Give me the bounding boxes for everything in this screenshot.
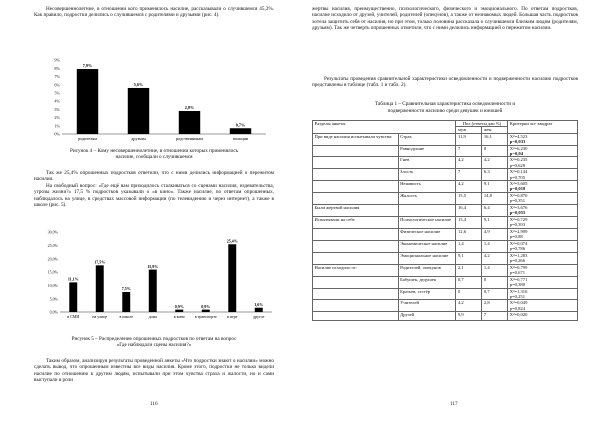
cell-item: Эмоциональное насилие [398, 252, 456, 264]
category-label: дома [148, 314, 157, 319]
category-label: родственникам [176, 136, 203, 141]
cell-section [313, 240, 399, 252]
cell-section [313, 145, 399, 157]
th-female: жен [482, 127, 508, 133]
chi-value: X²=0,870 [509, 192, 528, 198]
data-label: 2,8% [184, 105, 195, 111]
bar [228, 244, 236, 312]
p-value: p=0,266 [509, 257, 526, 263]
bar [122, 292, 130, 312]
cell-section [313, 192, 399, 204]
p-value: p=0,786 [509, 245, 526, 251]
chi-value: X²=0,144 [509, 169, 528, 175]
cell-section: Испытывали на себе [313, 216, 399, 228]
cell-male-pct: 4,2 [456, 157, 482, 169]
cell-male-pct: 16,4 [456, 204, 482, 216]
p-value: p=0,88 [509, 233, 523, 239]
chi-value: X²=0,771 [509, 276, 528, 282]
p-value: p=0,055 [509, 210, 526, 216]
p-value: p=0,04 [509, 151, 523, 157]
cell-female-pct: 0 [482, 276, 508, 288]
cell-female-pct: 6,4 [482, 204, 508, 216]
table-row [313, 157, 578, 169]
chi-value: X²=2,909 [509, 228, 528, 234]
bar [128, 88, 149, 134]
cell-item: Злость [398, 169, 456, 181]
p-value: p=0,393 [509, 221, 526, 227]
p-value: p=0,705 [509, 174, 526, 180]
bar [202, 310, 210, 312]
data-label: 1,6% [254, 301, 264, 307]
cell-chi-square [508, 288, 578, 300]
cell-female-pct: 16,1 [482, 133, 508, 145]
left-para-mid: Так же 25,4% опрошенных подростков ответили, что с ними делились информацией о пережитом насилии. [34, 170, 274, 183]
cell-male-pct: 9,9 [456, 312, 482, 321]
cell-female-pct: 4,2 [482, 157, 508, 169]
right-para-top2: Результаты проведения сравнительной характеристики осведомленности и подверженности насилию подростков представлены в таблице (табл. 1 и табл. 2). [312, 76, 578, 89]
table-row [313, 181, 578, 193]
cell-male-pct: 0 [456, 288, 482, 300]
cell-item: Друзей [398, 312, 456, 321]
y-tick-label: 5,0% [49, 296, 58, 302]
cell-item [398, 204, 456, 216]
y-tick-label: 6% [54, 82, 60, 88]
left-page-number: 116 [150, 401, 158, 407]
cell-section: Были жертвой насилия [313, 204, 399, 216]
table-header-row [313, 121, 578, 127]
cell-section [313, 312, 399, 321]
cell-chi-square [508, 204, 578, 216]
chi-value: X²=0,729 [509, 216, 528, 222]
chi-value: X²=1,283 [509, 252, 528, 258]
table-row [313, 204, 578, 216]
chi-value: X²=0,074 [509, 240, 528, 246]
cell-male-pct: 2,1 [456, 264, 482, 276]
cell-section [313, 252, 399, 264]
cell-section [313, 228, 399, 240]
cell-chi-square [508, 240, 578, 252]
chi-value: X²=1,316 [509, 288, 528, 294]
chi-value: X²=6,230 [509, 145, 528, 151]
cell-section: Насилие исходило от: [313, 264, 399, 276]
cell-item: Равнодушие [398, 145, 456, 157]
table-row [313, 300, 578, 312]
cell-section [313, 288, 399, 300]
cell-male-pct: 4,2 [456, 181, 482, 193]
cell-chi-square [508, 157, 578, 169]
y-tick-label: 30,0% [47, 229, 58, 235]
y-tick-label: 0% [54, 131, 60, 137]
right-page [300, 0, 600, 424]
table-row [313, 252, 578, 264]
p-value: p=0,380 [509, 281, 526, 287]
data-label: 0,9% [174, 303, 184, 309]
y-tick-label: 9% [54, 57, 60, 63]
cell-male-pct: 11,9 [456, 133, 482, 145]
chi-value: X²=5,605 [509, 181, 528, 187]
data-label: 25,4% [226, 238, 238, 244]
cell-chi-square [508, 181, 578, 193]
category-label: родителям [78, 136, 97, 141]
bar [77, 69, 98, 134]
y-tick-label: 2% [54, 115, 60, 121]
data-label: 7,9% [82, 63, 93, 69]
y-tick-label: 0,0% [49, 309, 58, 315]
y-tick-label: 8% [54, 65, 60, 71]
cell-item: Психологическое насилие [398, 216, 456, 228]
p-value: p=0,018 [509, 186, 526, 192]
cell-chi-square [508, 228, 578, 240]
category-label: друзьям [131, 136, 146, 141]
cell-female-pct: 9,1 [482, 181, 508, 193]
bar [149, 270, 157, 312]
cell-section [313, 300, 399, 312]
cell-chi-square [508, 276, 578, 288]
bar [69, 282, 77, 312]
table-title-line1: Таблица 1 – Сравнительная характеристика осведомленности и [374, 101, 516, 107]
left-para-top: Несовершеннолетние, в отношении кого применялось насилие, рассказывали о случившемся 45,3%. Как правило, подростки делились о случившемся с родителями и друзьями (рис. 4). [34, 6, 274, 19]
cell-male-pct: 7 [456, 169, 482, 181]
bar [255, 308, 263, 312]
cell-item: Страх [398, 133, 456, 145]
cell-male-pct: 15,4 [456, 216, 482, 228]
th-gender: Пол (ответы дан %) [456, 121, 508, 127]
cell-male-pct: 1,4 [456, 240, 482, 252]
cell-chi-square [508, 300, 578, 312]
y-tick-label: 4% [54, 98, 60, 104]
cell-item: Бабушек, дедушек [398, 276, 456, 288]
cell-item: Гнев [398, 157, 456, 169]
chi-value: X²=3,676 [509, 204, 528, 210]
cell-female-pct: 6,3 [482, 169, 508, 181]
cell-chi-square [508, 192, 578, 204]
cell-female-pct: 0 [482, 145, 508, 157]
figure-5-chart [36, 226, 276, 326]
cell-section [313, 157, 399, 169]
cell-chi-square [508, 216, 578, 228]
y-tick-label: 10,0% [47, 282, 58, 288]
cell-chi-square [508, 133, 578, 145]
cell-male-pct: 7 [456, 145, 482, 157]
cell-section [313, 169, 399, 181]
cell-female-pct: 14,8 [482, 192, 508, 204]
table-row [313, 264, 578, 276]
data-label: 5,6% [133, 82, 144, 88]
category-label: в СМИ [67, 314, 80, 319]
y-tick-label: 25,0% [47, 242, 58, 248]
th-sections: Разделы анкеты [313, 121, 456, 134]
data-label: 0,9% [201, 303, 211, 309]
cell-chi-square [508, 264, 578, 276]
chi-value: X²=0,799 [509, 264, 528, 270]
table-row [313, 133, 578, 145]
cell-male-pct: 15,5 [456, 192, 482, 204]
table-row [313, 169, 578, 181]
category-label: на улице [92, 314, 108, 319]
cell-item: Родителей, опекунов [398, 264, 456, 276]
chi-value: X²=4,523 [509, 133, 528, 139]
cell-chi-square [508, 312, 578, 321]
p-value: p=0,671 [509, 269, 526, 275]
cell-item: Ненависть [398, 181, 456, 193]
cell-section [313, 181, 399, 193]
cell-item: Экономическое насилие [398, 240, 456, 252]
p-value: p=0,251 [509, 293, 526, 299]
th-male: муж [456, 127, 482, 133]
cell-female-pct: 4,9 [482, 228, 508, 240]
cell-chi-square [508, 252, 578, 264]
left-para-mid2: На свободный вопрос: «Где ещё вам приходилось сталкиваться со сценами насилия, издевательства, угрозы жизни?» 17,5 % подростков указывали о «в кино». Также насилие, по ответам опрошенных, наблюдалось на улице, в средствах массовой информации (по телевидению и через интернет), а также в школе (рис. 5). [34, 183, 274, 209]
category-label: в транспорте [194, 314, 217, 319]
cell-section: При виде насилия испытывали чувства: [313, 133, 399, 145]
th-chi-square: Критерии хи- квадрат [508, 121, 578, 134]
table-row [313, 228, 578, 240]
cell-male-pct: 12,6 [456, 228, 482, 240]
fig5-caption-line1: Рисунок 5 – Распределение опрошенных подростков по ответам на вопрос [71, 336, 237, 342]
bar [230, 128, 251, 134]
table-row [313, 216, 578, 228]
chi-value: X²=0,020 [509, 312, 528, 318]
cell-item: Физическое насилие [398, 228, 456, 240]
cell-male-pct: 0,7 [456, 276, 482, 288]
comparison-table [312, 120, 578, 321]
fig4-caption-line1: Рисунок 4 – Кому несовершеннолетние, в отношении которых применялось [70, 148, 238, 154]
y-tick-label: 3% [54, 106, 60, 112]
data-label: 7,5% [121, 286, 131, 292]
chi-value: X²=0,049 [509, 300, 528, 306]
cell-male-pct: 9,1 [456, 252, 482, 264]
bar [96, 265, 104, 312]
cell-item: Жалость [398, 192, 456, 204]
table-row [313, 240, 578, 252]
table-title-line2: подверженности насилию среди девушек и юношей [387, 108, 503, 114]
data-label: 15,9% [147, 263, 159, 269]
cell-item: Братьев, сестёр [398, 288, 456, 300]
table-row [313, 276, 578, 288]
y-tick-label: 20,0% [47, 256, 58, 262]
p-value: p=0,033 [509, 139, 526, 145]
cell-item: Учителей [398, 300, 456, 312]
cell-male-pct: 4,2 [456, 300, 482, 312]
cell-section [313, 276, 399, 288]
p-value: p=0,628 [509, 162, 526, 168]
cell-female-pct: 0,7 [482, 288, 508, 300]
chi-value: X²=0,235 [509, 157, 528, 163]
table-row [313, 312, 578, 321]
data-label: 0,7% [235, 122, 246, 128]
fig5-caption-line2: «Где наблюдали сцены насилия?» [116, 342, 192, 348]
cell-female-pct: 4,2 [482, 252, 508, 264]
figure-4-chart [42, 54, 272, 146]
data-label: 11,1% [67, 276, 79, 282]
cell-female-pct: 2,8 [482, 300, 508, 312]
p-value: p=0,824 [509, 305, 526, 311]
cell-female-pct: 1,4 [482, 264, 508, 276]
cell-chi-square [508, 169, 578, 181]
data-label: 17,5% [94, 259, 106, 265]
category-label: полиции [232, 136, 249, 141]
y-tick-label: 15,0% [47, 269, 58, 275]
bar [175, 310, 183, 312]
p-value: p=0,351 [509, 198, 526, 204]
category-label: в игре [227, 314, 238, 319]
table-row [313, 145, 578, 157]
category-label: в кино [173, 314, 185, 319]
y-tick-label: 1% [54, 123, 60, 129]
y-tick-label: 7% [54, 74, 60, 80]
right-para-top: жертвы насилия, преимущественно, психологического, физического и эмоционального. По ответам подростков, насилие исходило от друзей, учителей, родителей (опекунов), а также от незнакомых людей. Большая часть подростков хотела защитить себя от насилия, но при этом, только половина рассказала о случившемся близким людям (родителям, друзьям). Так же четверть опрошенных отметили, что с ними делились информацией о пережитом насилии. [312, 6, 578, 32]
fig4-caption-line2: насилие, сообщали о случившемся [115, 154, 193, 160]
cell-female-pct: 9,1 [482, 216, 508, 228]
table-row [313, 288, 578, 300]
left-para-bottom: Таким образом, анализируя результаты проведенной анкеты «Что подростки знают о насилии» можно сделать вывод, что опрошенным известны все виды насилия. Кроме этого, подростки не только видели насилие по отношению к другим людям, испытывали при этом чувства страха и жалости, но и сами выступали в роли [34, 358, 274, 384]
cell-female-pct: 7 [482, 312, 508, 321]
table-body [313, 133, 578, 320]
category-label: другое [253, 314, 265, 319]
bar [179, 111, 200, 134]
cell-female-pct: 1,4 [482, 240, 508, 252]
cell-chi-square [508, 145, 578, 157]
right-page-number: 117 [450, 401, 458, 407]
y-tick-label: 5% [54, 90, 60, 96]
category-label: в школе [119, 314, 133, 319]
table-row [313, 192, 578, 204]
